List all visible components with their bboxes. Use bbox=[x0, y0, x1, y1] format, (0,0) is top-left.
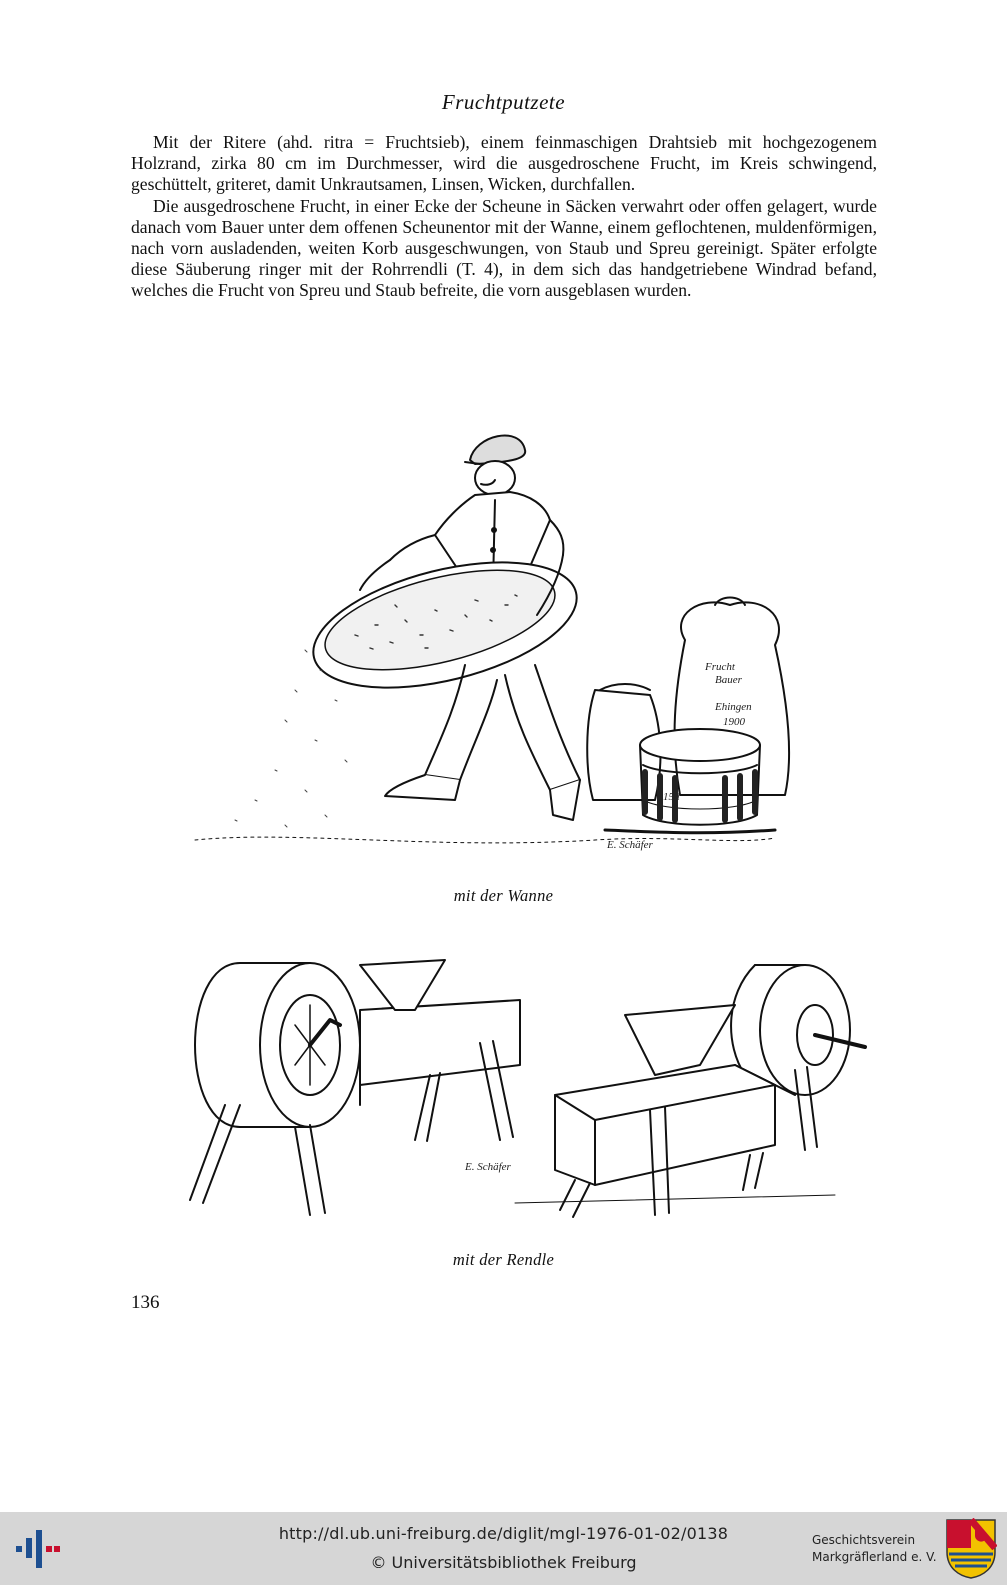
sack-label-3: Ehingen bbox=[715, 701, 752, 713]
page-number: 136 bbox=[131, 1292, 160, 1313]
figure1-signature: E. Schäfer bbox=[607, 839, 653, 851]
sack-label-2: Bauer bbox=[715, 674, 742, 686]
society-line-1: Geschichtsverein bbox=[812, 1533, 916, 1547]
page-heading: Fruchtputzete bbox=[441, 90, 566, 114]
figure1-caption: mit der Wanne bbox=[453, 886, 554, 905]
society-line-2: Markgräflerland e. V. bbox=[812, 1550, 937, 1564]
body-text bbox=[131, 132, 877, 302]
sack-label-1: Frucht bbox=[705, 661, 735, 673]
society-name bbox=[812, 1532, 937, 1566]
copyright-text: © Universitätsbibliothek Freiburg bbox=[370, 1553, 637, 1572]
paragraph-2: Die ausgedroschene Frucht, in einer Ecke der Scheune in Säcken verwahrt oder offen gelagert, wurde danach vom Bauer unter dem offenen Scheunentor mit der Wanne, einem geflochtenen, muldenförmigen, nach vorn ausladenden, weiten Korb ausgeschwungen, von Staub und Spreu gereinigt. Später erfolgte diese Säuberung ringer mit der Rohrrendli (T. 4), in dem sich das handgetriebene Windrad befand, welches die Frucht von Spreu und Staub befreite, die vorn ausgeblasen wurden. bbox=[131, 195, 877, 301]
viewer-footer bbox=[0, 1512, 1007, 1585]
paragraph-1: Mit der Ritere (ahd. ritra = Fruchtsieb), einem feinmaschigen Drahtsieb mit hochgezogenem Holzrand, zirka 80 cm im Durchmesser, wird die ausgedroschene Frucht, im Kreis schwingend, geschüttelt, griteret, damit Unkrautsamen, Linsen, Wicken, durchfallen. bbox=[131, 132, 877, 195]
permalink-url[interactable]: http://dl.ub.uni-freiburg.de/diglit/mgl-1976-01-02/0138 bbox=[278, 1524, 729, 1543]
figure2-signature: E. Schäfer bbox=[465, 1161, 511, 1173]
sack-label-4: 1900 bbox=[723, 716, 745, 728]
coat-of-arms-icon bbox=[945, 1518, 997, 1580]
illustration-winnowing-basket bbox=[175, 420, 815, 870]
basket-label: 15 l bbox=[663, 791, 680, 803]
illustration-winnowing-machines bbox=[135, 955, 880, 1230]
figure2-caption: mit der Rendle bbox=[452, 1250, 555, 1269]
